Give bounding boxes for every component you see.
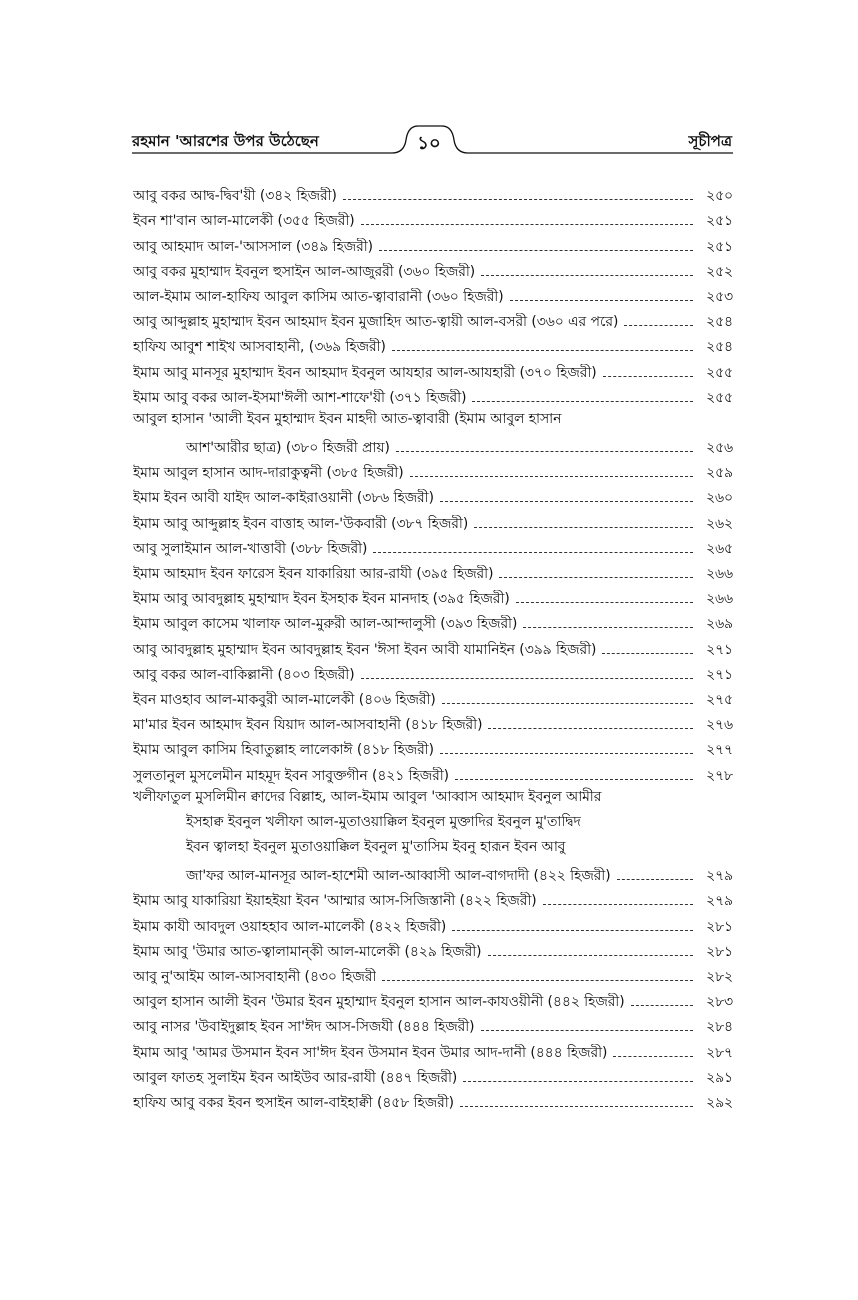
toc-entry — [133, 936, 733, 961]
dot-leader — [617, 879, 693, 880]
toc-entry — [133, 759, 733, 784]
toc-entry — [133, 457, 733, 482]
toc-entry — [133, 910, 733, 935]
toc-entry — [133, 684, 733, 709]
toc-entry-title: আল-ইমাম আল-হাফিয আবুল কাসিম আত-ত্বাবারানী (৩৬০ হিজরী) — [133, 288, 504, 305]
toc-entry-page: ২৬০ — [706, 490, 733, 507]
toc-entry-title: হাফিয আবু বকর ইবন হুসাইন আল-বাইহাক্বী (৪৫৮ হিজরী) — [133, 1094, 455, 1111]
toc-entry-title: সুলতানুল মুসলেমীন মাহমূদ ইবন সাবুক্তগীন (৪২১ হিজরী) — [133, 767, 450, 784]
toc-entry-title: ইমাম আবুল কাসেম খালাফ আল-মুরুরী আল-আন্দালুসী (৩৯৩ হিজরী) — [133, 616, 518, 633]
toc-entry-page: ২৫২ — [706, 263, 733, 280]
toc-entry-title: আবু বকর মুহাম্মাদ ইবনুল হুসাইন আল-আজুররী (৩৬০ হিজরী) — [133, 263, 476, 280]
toc-entry-page: ২৮১ — [706, 918, 733, 935]
toc-entry — [133, 734, 733, 759]
toc-entry — [133, 659, 733, 684]
toc-entry-title: ইমাম ইবন আবী যাইদ আল-কাইরাওয়ানী (৩৮৬ হিজরী) — [133, 490, 434, 507]
toc-entry-title: মা'মার ইবন আহমাদ ইবন যিয়াদ আল-আসবাহানী (৪১৮ হিজরী) — [133, 717, 483, 734]
dot-leader — [481, 1030, 693, 1031]
toc-entry — [133, 709, 733, 734]
toc-entry-title: হাফিয আবুশ শাইখ আসবাহানী, (৩৬৯ হিজরী) — [133, 339, 386, 356]
toc-entry-page: ২৭১ — [706, 641, 733, 658]
toc-entry-title: আবু বকর আল-বাকিল্লানী (৪০৩ হিজরী) — [133, 666, 355, 683]
dot-leader — [410, 476, 693, 477]
toc-entry-title: আবু বকর আদ্ব-দ্বিব'য়ী (৩৪২ হিজরী) — [133, 188, 337, 205]
toc-entry-page: ২৭৭ — [706, 742, 733, 759]
toc-entry-page: ২৬৫ — [706, 540, 733, 557]
toc-entry — [133, 331, 733, 356]
dot-leader — [510, 300, 693, 301]
dot-leader — [452, 930, 693, 931]
running-title: রহমান 'আরশের উপর উঠেছেন — [132, 132, 319, 150]
page-number: ১০ — [417, 133, 441, 154]
toc-entry-title: আবু নাসর 'উবাইদুল্লাহ ইবন সা'ঈদ আস-সিজযী (৪৪৪ হিজরী) — [133, 1019, 475, 1036]
dot-leader — [440, 501, 693, 502]
dot-leader — [382, 980, 693, 981]
dot-leader — [543, 904, 693, 905]
toc-entry-title: ইমাম আবু যাকারিয়া ইয়াহইয়া ইবন 'আম্মার আস-সিজিস্তানী (৪২২ হিজরী) — [133, 893, 537, 910]
toc-entry-page: ২৫৫ — [706, 364, 733, 381]
toc-entry-page: ২৫১ — [706, 238, 733, 255]
toc-entry — [133, 256, 733, 281]
toc-entry-page: ২৫৪ — [706, 314, 733, 331]
toc-entry-page: ২৮৭ — [706, 1044, 733, 1061]
dot-leader — [624, 325, 693, 326]
toc-entry — [133, 1087, 733, 1112]
toc-entry-page: ২৫৯ — [706, 465, 733, 482]
dot-leader — [488, 728, 693, 729]
toc-entry-line: ইবন ত্বালহা ইবনুল মুতাওয়াক্কিল ইবনুল মু'তাসিম ইবনু হারূন ইবন আবু — [186, 838, 566, 855]
toc-entry-page: ২৭৮ — [706, 767, 733, 784]
toc-entry-title: ইমাম আবু 'উমার আত-ত্বালামান্কী আল-মালেকী (৪২৯ হিজরী) — [133, 943, 482, 960]
toc-entry-page: ২৬৬ — [706, 566, 733, 582]
dot-leader — [613, 1056, 693, 1057]
toc-entry-title: ইমাম আবু মানসূর মুহাম্মাদ ইবন আহমাদ ইবনুল আযহার আল-আযহারী (৩৭০ হিজরী) — [133, 364, 597, 381]
dot-leader — [396, 451, 693, 452]
toc-entry-line: ইসহাক্ব ইবনুল খলীফা আল-মুতাওয়াক্কিল ইবনুল মুক্তাদির ইবনুল মু'তাদ্বিদ — [186, 813, 581, 830]
toc-entry-page: ২৫১ — [706, 213, 733, 230]
toc-entry-title: আশ'আরীর ছাত্র) (৩৮০ হিজরী প্রায়) — [186, 440, 390, 457]
toc-entry-page: ২৯২ — [706, 1094, 733, 1111]
toc-entry — [133, 281, 733, 306]
dot-leader — [481, 275, 693, 276]
dot-leader — [379, 250, 693, 251]
toc-entry — [133, 633, 733, 658]
toc-entry-title: ইমাম আবু আব্দুল্লাহ ইবন বাত্তাহ আল-'উকবারী (৩৮৭ হিজরী) — [133, 515, 469, 532]
toc-entry — [133, 885, 733, 910]
dot-leader — [602, 653, 693, 654]
toc-entry — [133, 230, 733, 255]
toc-entry-line: খলীফাতুল মুসলিমীন ক্বাদের বিল্লাহ, আল-ইমাম আবুল 'আব্বাস আহমাদ ইবনুল আমীর — [133, 788, 602, 805]
toc-entry — [133, 507, 733, 532]
toc-entry — [133, 180, 733, 205]
toc-entry-title: আবু নু'আইম আল-আসবাহানী (৪৩০ হিজরী — [133, 969, 377, 985]
dot-leader — [472, 401, 693, 402]
dot-leader — [474, 527, 693, 528]
dot-leader — [373, 552, 693, 553]
toc-entry-page: ২৯১ — [706, 1069, 733, 1086]
table-of-contents — [133, 180, 733, 1112]
dot-leader — [631, 1005, 693, 1006]
dot-leader — [516, 602, 693, 603]
dot-leader — [460, 1106, 693, 1107]
dot-leader — [463, 1081, 693, 1082]
section-title: সূচীপত্র — [688, 132, 732, 150]
toc-entry-title: আবু সুলাইমান আল-খাত্তাবী (৩৮৮ হিজরী) — [133, 540, 368, 557]
dot-leader — [499, 577, 693, 578]
toc-entry-title: আবু আব্দুল্লাহ মুহাম্মাদ ইবন আহমাদ ইবন মুজাহিদ আত-ত্বায়ী আল-বসরী (৩৬০ এর পরে) — [133, 314, 619, 331]
toc-entry-page: ২৭৯ — [706, 893, 733, 910]
toc-entry-title: আবুল হাসান আলী ইবন 'উমার ইবন মুহাম্মাদ ইবনুল হাসান আল-কাযওয়ীনী (৪৪২ হিজরী) — [133, 994, 625, 1011]
toc-entry-title: আবুল ফাতহ সুলাইম ইবন আইউব আর-রাযী (৪৪৭ হিজরী) — [133, 1069, 458, 1086]
dot-leader — [523, 627, 693, 628]
toc-entry — [133, 382, 733, 407]
toc-entry-page: ২৬৬ — [706, 591, 733, 608]
toc-entry-title: ইমাম আবু 'আমর উসমান ইবন সা'ঈদ ইবন উসমান ইবন উমার আদ-দানী (৪৪৪ হিজরী) — [133, 1044, 608, 1061]
toc-entry-page: ২৫৪ — [706, 339, 733, 356]
toc-entry-page: ২৫৬ — [706, 440, 733, 457]
toc-entry-page: ২৭৯ — [706, 868, 733, 885]
dot-leader — [343, 199, 693, 200]
dot-leader — [361, 678, 693, 679]
toc-entry-page: ২৮৩ — [706, 994, 733, 1011]
toc-entry — [133, 432, 733, 457]
toc-entry-page: ২৭৬ — [706, 717, 733, 734]
toc-entry-page: ২৭৫ — [706, 691, 733, 708]
toc-entry — [133, 583, 733, 608]
dot-leader — [361, 224, 693, 225]
toc-entry — [133, 482, 733, 507]
toc-entry-title: আবু আহমাদ আল-'আসসাল (৩৪৯ হিজরী) — [133, 238, 374, 255]
toc-entry — [133, 961, 733, 986]
toc-entry — [133, 306, 733, 331]
toc-entry-title: ইমাম আবু বকর আল-ইসমা'ঈলী আশ-শাফে'য়ী (৩৭১ হিজরী) — [133, 389, 467, 406]
dot-leader — [442, 703, 693, 704]
toc-entry-page: ২৬২ — [706, 515, 733, 532]
dot-leader — [488, 955, 693, 956]
toc-entry-line: আবুল হাসান 'আলী ইবন মুহাম্মাদ ইবন মাহদী আত-ত্বাবারী (ইমাম আবুল হাসান — [133, 410, 562, 427]
toc-entry — [133, 986, 733, 1011]
toc-entry-title: ইমাম আবু আবদুল্লাহ মুহাম্মাদ ইবন ইসহাক ইবন মানদাহ (৩৯৫ হিজরী) — [133, 591, 510, 608]
page-header — [0, 0, 858, 175]
toc-entry — [133, 860, 733, 885]
dot-leader — [455, 779, 693, 780]
toc-entry — [133, 608, 733, 633]
toc-entry-title: আবু আবদুল্লাহ মুহাম্মাদ ইবন আবদুল্লাহ ইবন 'ঈসা ইবন আবী যামানিইন (৩৯৯ হিজরী) — [133, 641, 597, 658]
toc-entry-title: জা'ফর আল-মানসূর আল-হাশেমী আল-আব্বাসী আল-বাগদাদী (৪২২ হিজরী) — [186, 868, 611, 885]
toc-entry — [133, 533, 733, 558]
toc-entry — [133, 356, 733, 381]
dot-leader — [603, 376, 693, 377]
toc-entry-title: ইবন শা'বান আল-মালেকী (৩৫৫ হিজরী) — [133, 213, 355, 230]
toc-entry-page: ২৭১ — [706, 666, 733, 683]
toc-entry-page: ২৮১ — [706, 943, 733, 960]
toc-entry-page: ২৫৫ — [706, 389, 733, 406]
toc-entry-page: ২৮২ — [706, 969, 733, 985]
toc-entry-page: ২৫০ — [706, 188, 733, 205]
dot-leader — [440, 753, 693, 754]
toc-entry-title: ইমাম কাযী আবদুল ওয়াহহাব আল-মালেকী (৪২২ হিজরী) — [133, 918, 447, 935]
toc-entry — [133, 558, 733, 583]
toc-entry — [133, 205, 733, 230]
toc-entry-title: ইমাম আবুল হাসান আদ-দারাকুত্বনী (৩৮৫ হিজরী) — [133, 465, 404, 482]
dot-leader — [392, 350, 693, 351]
toc-entry — [133, 1036, 733, 1061]
toc-entry-title: ইমাম আহমাদ ইবন ফারেস ইবন যাকারিয়া আর-রাযী (৩৯৫ হিজরী) — [133, 566, 494, 582]
toc-entry-page: ২৬৯ — [706, 616, 733, 633]
toc-entry-title: ইমাম আবুল কাসিম হিবাতুল্লাহ লালেকাঈ (৪১৮ হিজরী) — [133, 742, 434, 759]
toc-entry-title: ইবন মাওহাব আল-মাকবুরী আল-মালেকী (৪০৬ হিজরী) — [133, 691, 436, 708]
toc-entry-page: ২৮৪ — [706, 1019, 733, 1036]
toc-entry-page: ২৫৩ — [706, 288, 733, 305]
toc-entry — [133, 1062, 733, 1087]
toc-entry — [133, 1011, 733, 1036]
